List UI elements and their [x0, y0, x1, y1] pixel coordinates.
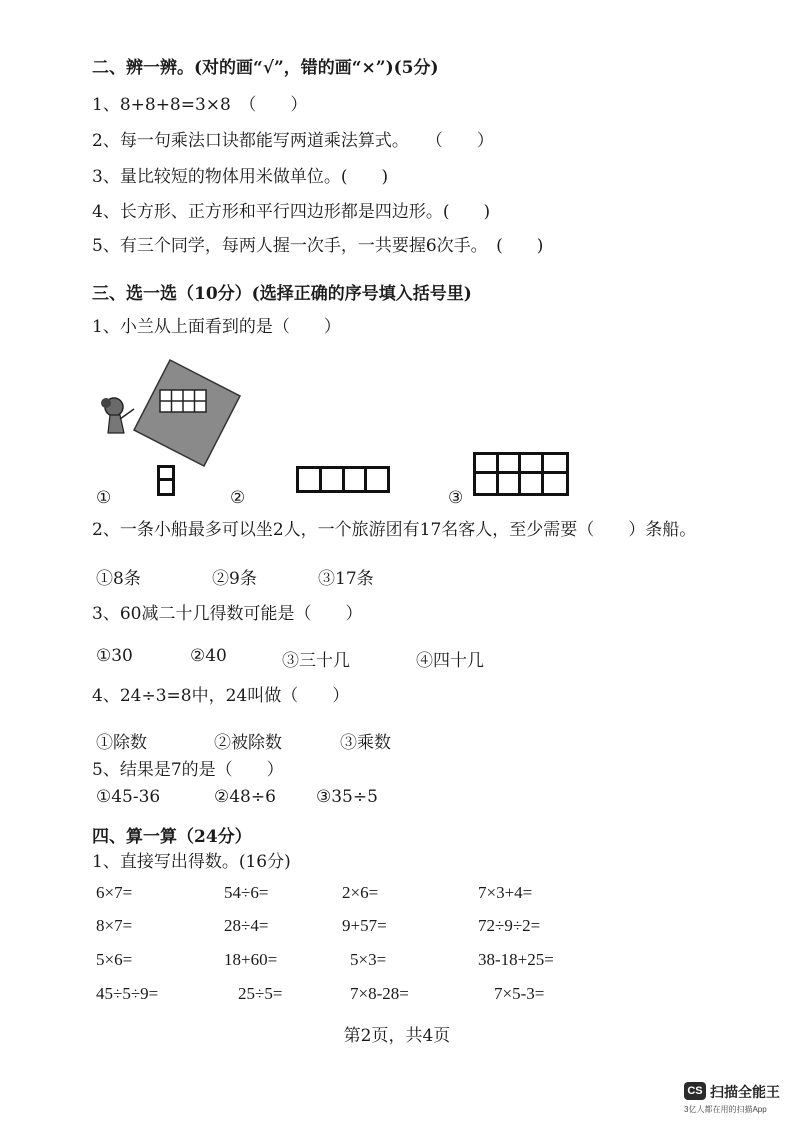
scanner-badge: CS [684, 1082, 706, 1100]
calc-r2-c2: 28÷4= [224, 916, 269, 935]
q4-option-2: ②被除数 [214, 733, 282, 753]
q5-text: 5、结果是7的是（ ） [92, 760, 284, 780]
q1-option-3-label: ③ [448, 488, 464, 508]
q3-option-1: ①30 [96, 646, 133, 666]
q2-text: 2、一条小船最多可以坐2人，一个旅游团有17名客人，至少需要（ ）条船。 [92, 520, 697, 540]
section-2-title: 二、辨一辨。(对的画“√”，错的画“×”)(5分) [92, 58, 439, 78]
q3-option-3: ③三十几 [282, 651, 350, 671]
section-3-title: 三、选一选（10分）(选择正确的序号填入括号里) [92, 284, 472, 304]
section-2-item-1: 1、8+8+8=3×8 （ ） [92, 95, 308, 115]
calc-r2-c3: 9+57= [342, 916, 387, 935]
section-2-item-3: 3、量比较短的物体用米做单位。( ) [92, 167, 389, 187]
calc-r2-c4: 72÷9÷2= [478, 916, 541, 935]
q1-text: 1、小兰从上面看到的是（ ） [92, 317, 341, 337]
q4-option-3: ③乘数 [340, 733, 391, 753]
section-4-title: 四、算一算（24分） [92, 827, 252, 847]
girl-icon [98, 393, 138, 437]
q1-option-1-figure [157, 465, 175, 496]
kite-illustration [132, 358, 242, 468]
calc-r3-c3: 5×3= [350, 950, 387, 969]
section-4-subtitle: 1、直接写出得数。(16分) [92, 852, 291, 872]
q1-option-1-label: ① [96, 488, 112, 508]
q2-option-2: ②9条 [212, 569, 257, 589]
q3-text: 3、60减二十几得数可能是（ ） [92, 604, 363, 624]
q4-text: 4、24÷3=8中，24叫做（ ） [92, 686, 350, 706]
page-number: 第2页，共4页 [343, 1026, 451, 1046]
calc-r1-c4: 7×3+4= [478, 883, 533, 902]
section-2-item-4: 4、长方形、正方形和平行四边形都是四边形。( ) [92, 202, 491, 222]
calc-r4-c2: 25÷5= [238, 984, 283, 1003]
calc-r1-c3: 2×6= [342, 883, 379, 902]
calc-r3-c4: 38-18+25= [478, 950, 554, 969]
calc-r4-c1: 45÷5÷9= [96, 984, 159, 1003]
calc-r4-c3: 7×8-28= [350, 984, 409, 1003]
section-2-item-5: 5、有三个同学，每两人握一次手，一共要握6次手。 ( ) [92, 236, 544, 256]
q3-option-4: ④四十几 [416, 651, 484, 671]
scanner-tagline: 3亿人都在用的扫描App [684, 1105, 767, 1114]
scanner-name: 扫描全能王 [710, 1084, 780, 1100]
q2-option-1: ①8条 [96, 569, 141, 589]
q1-option-2-figure [296, 466, 390, 493]
calc-r2-c1: 8×7= [96, 916, 133, 935]
q5-option-3: ③35÷5 [316, 787, 378, 807]
q3-option-2: ②40 [190, 646, 227, 666]
q2-option-3: ③17条 [318, 569, 374, 589]
calc-r1-c2: 54÷6= [224, 883, 269, 902]
calc-r3-c1: 5×6= [96, 950, 133, 969]
q5-option-2: ②48÷6 [214, 787, 276, 807]
calc-r3-c2: 18+60= [224, 950, 278, 969]
q4-option-1: ①除数 [96, 733, 147, 753]
q1-option-2-label: ② [230, 488, 246, 508]
q5-option-1: ①45-36 [96, 787, 161, 807]
section-2-item-2: 2、每一句乘法口诀都能写两道乘法算式。 （ ） [92, 131, 494, 151]
calc-r4-c4: 7×5-3= [494, 984, 545, 1003]
calc-r1-c1: 6×7= [96, 883, 133, 902]
q1-option-3-figure [473, 452, 569, 496]
